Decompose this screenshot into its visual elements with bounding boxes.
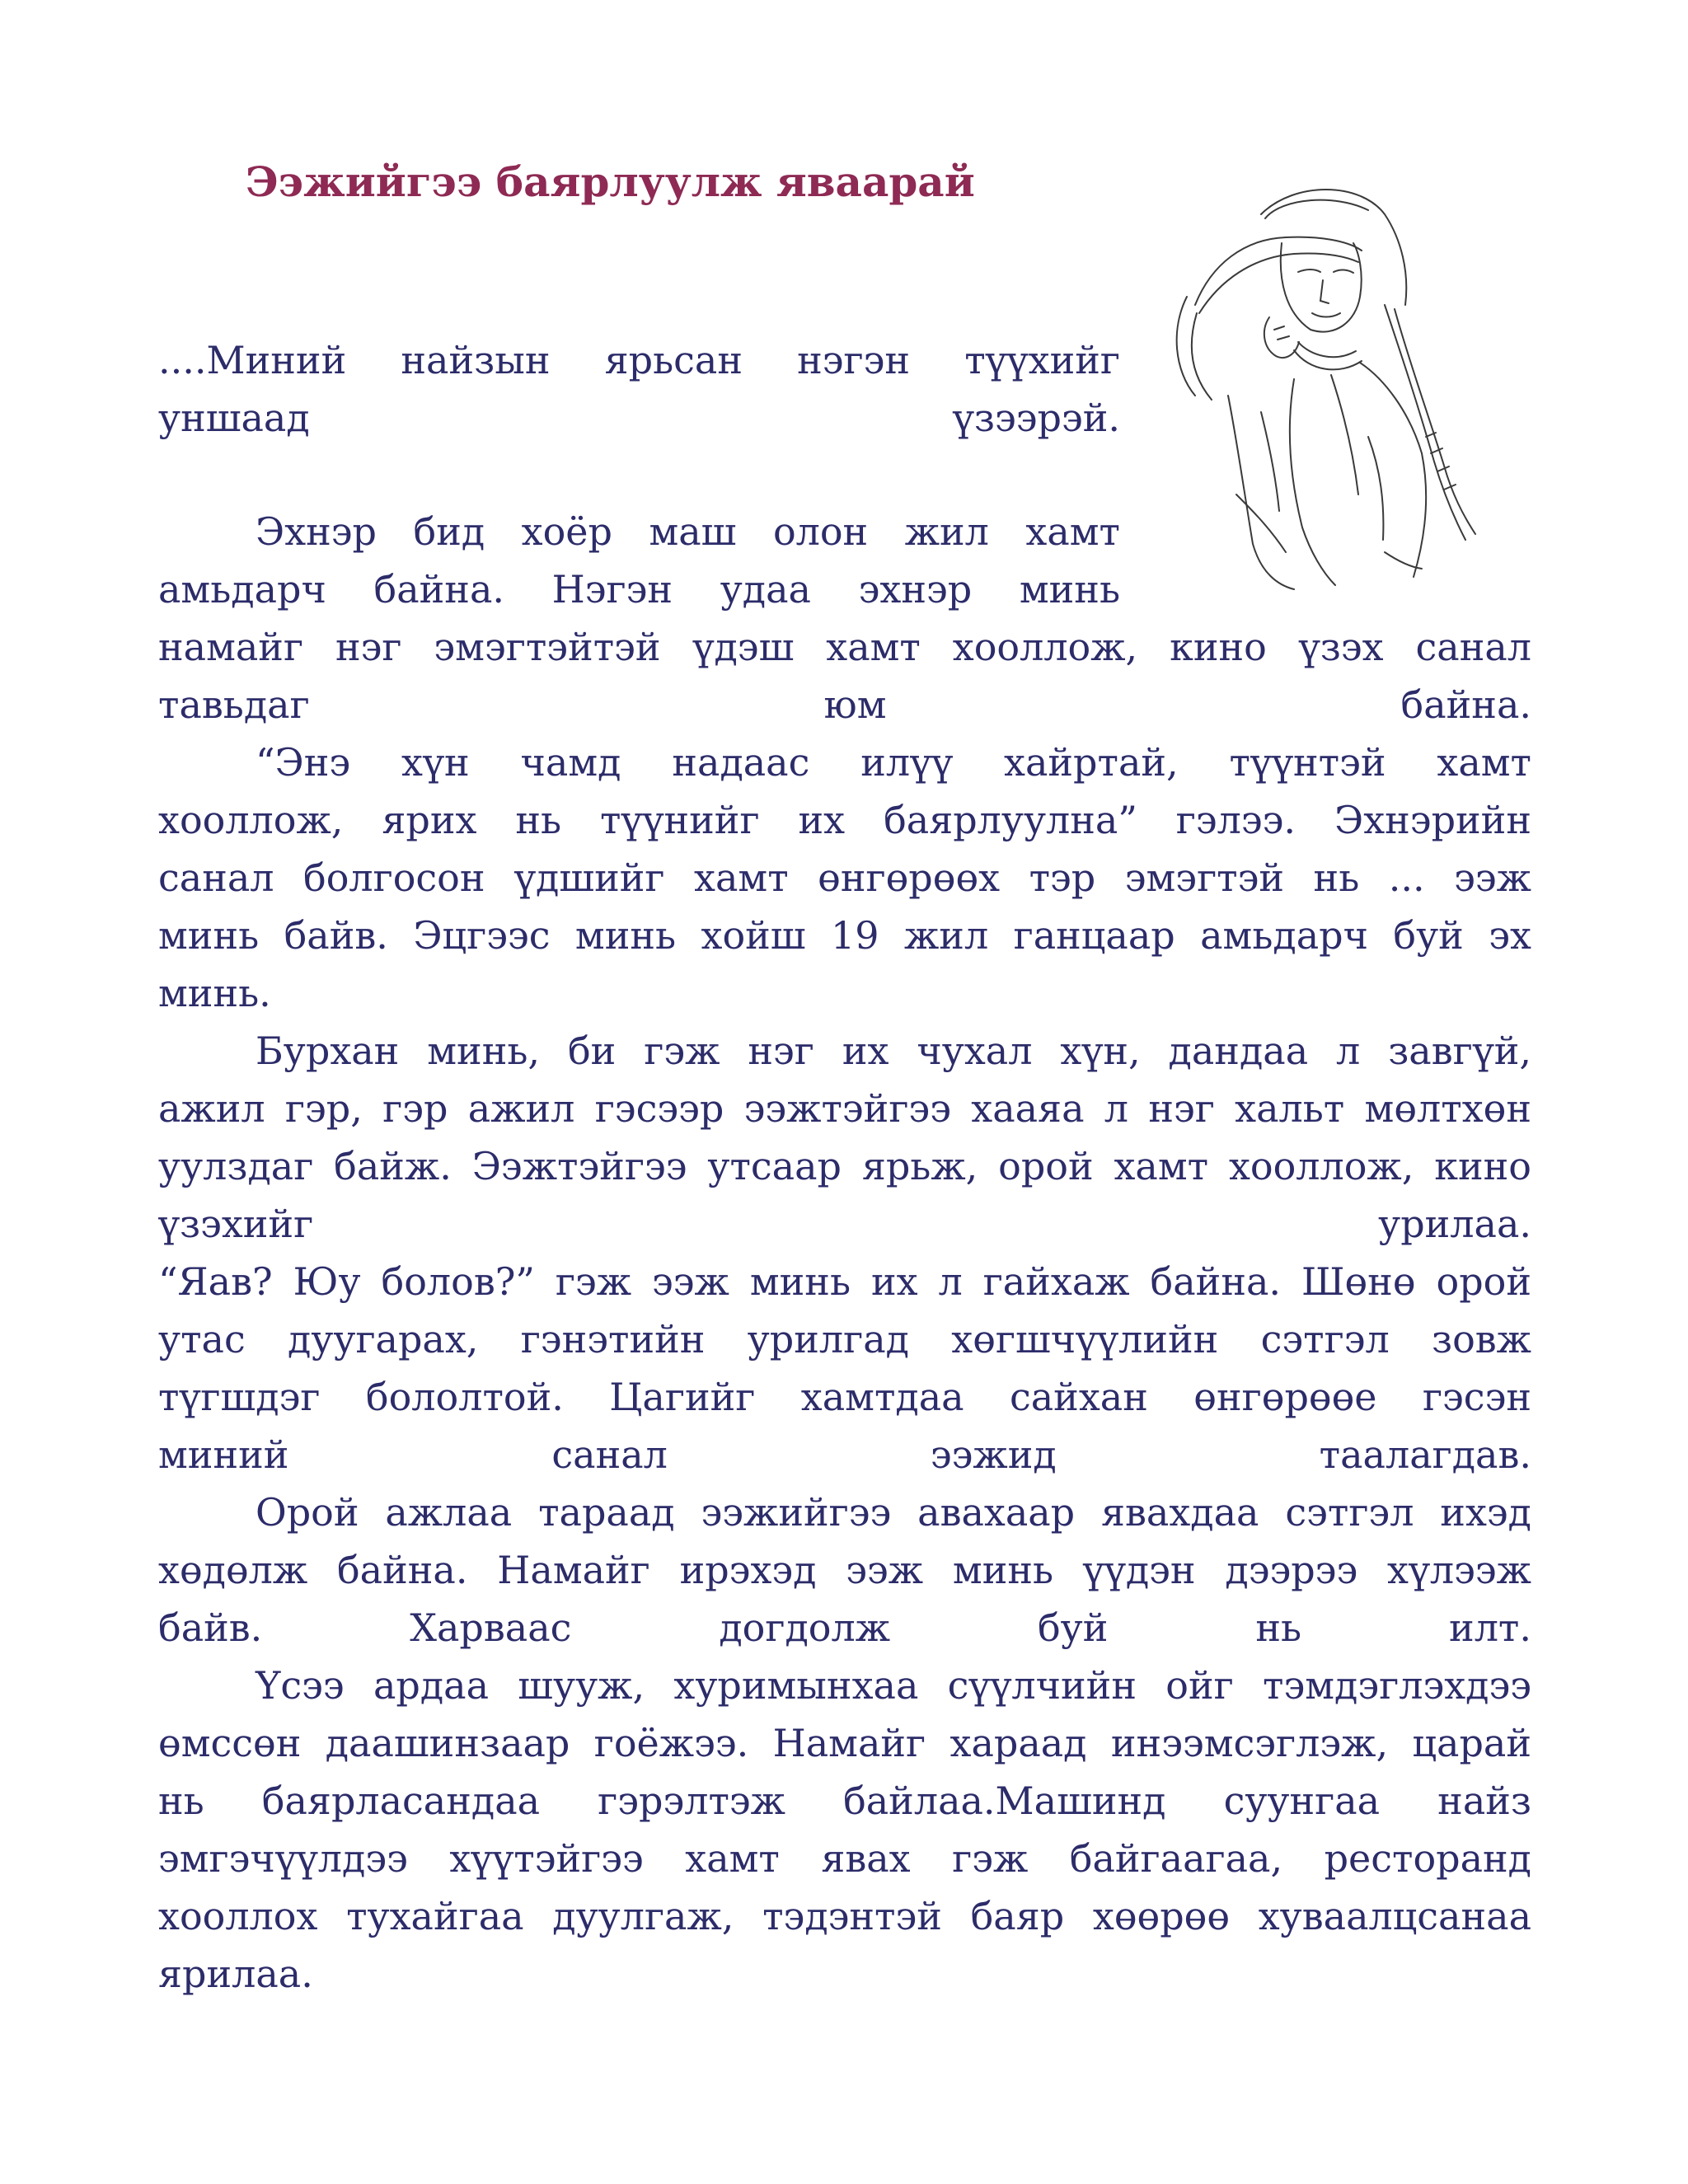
body-line: түгшдэг бололтой. Цагийг хамтдаа сайхан өнгөрөөе гэсэн: [158, 1375, 1531, 1419]
body-line: байв. Харваас догдолж буй нь илт.: [158, 1605, 1531, 1650]
body-line: ажил гэр, гэр ажил гэсээр ээжтэйгээ хааяа л нэг хальт мөлтхөн: [158, 1086, 1531, 1131]
body-line: хооллож, ярих нь түүнийг их баярлуулна” гэлээ. Эхнэрийн: [158, 798, 1531, 842]
body-line: Үсээ ардаа шууж, хуримынхаа сүүлчийн ойг тэмдэглэхдээ: [256, 1663, 1531, 1708]
body-line: өмссөн даашинзаар гоёжээ. Намайг хараад инээмсэглэж, царай: [158, 1721, 1531, 1765]
body-line: уулздаг байж. Ээжтэйгээ утсаар ярьж, орой хамт хооллож, кино: [158, 1144, 1531, 1188]
body-line: нь баярласандаа гэрэлтэж байлаа.Машинд суунгаа найз: [158, 1779, 1531, 1823]
body-line: Эхнэр бид хоёр маш олон жил хамт: [256, 509, 1120, 554]
body-line: “Энэ хүн чамд надаас илүү хайртай, түүнтэй хамт: [256, 740, 1531, 785]
body-line: Орой ажлаа тараад ээжийгээ авахаар явахдаа сэтгэл ихэд: [256, 1490, 1531, 1535]
body-line: миний санал ээжид таалагдав.: [158, 1432, 1531, 1477]
body-line: тавьдаг юм байна.: [158, 682, 1531, 727]
body-line: ....Миний найзын ярьсан нэгэн түүхийг: [158, 338, 1120, 382]
body-line: уншаад үзээрэй.: [158, 396, 1120, 440]
body-line: намайг нэг эмэгтэйтэй үдэш хамт хооллож, кино үзэх санал: [158, 625, 1531, 669]
body-line: минь байв. Эцгээс минь хойш 19 жил ганцаар амьдарч буй эх: [158, 913, 1531, 958]
body-line: эмгэчүүлдээ хүүтэйгээ хамт явах гэж байгаагаа, ресторанд: [158, 1836, 1531, 1881]
page-title: Ээжийгээ баярлуулж яваарай: [246, 157, 975, 206]
body-line: минь.: [158, 971, 271, 1015]
body-line: ярилаа.: [158, 1952, 313, 1996]
body-line: утас дуугарах, гэнэтийн урилгад хөгшчүүлийн сэтгэл зовж: [158, 1317, 1531, 1361]
body-line: амьдарч байна. Нэгэн удаа эхнэр минь: [158, 567, 1120, 612]
body-line: хөдөлж байна. Намайг ирэхэд ээж минь үүдэн дээрээ хүлээж: [158, 1548, 1531, 1592]
body-line: хооллох тухайгаа дуулгаж, тэдэнтэй баяр хөөрөө хуваалцсанаа: [158, 1894, 1531, 1938]
woman-sketch-illustration: [1137, 165, 1500, 593]
body-line: үзэхийг урилаа.: [158, 1202, 1531, 1246]
body-line: Бурхан минь, би гэж нэг их чухал хүн, дандаа л завгүй,: [256, 1029, 1531, 1073]
body-line: санал болгосон үдшийг хамт өнгөрөөх тэр эмэгтэй нь ... ээж: [158, 855, 1531, 900]
body-line: “Яав? Юу болов?” гэж ээж минь их л гайхаж байна. Шөнө орой: [158, 1259, 1531, 1304]
